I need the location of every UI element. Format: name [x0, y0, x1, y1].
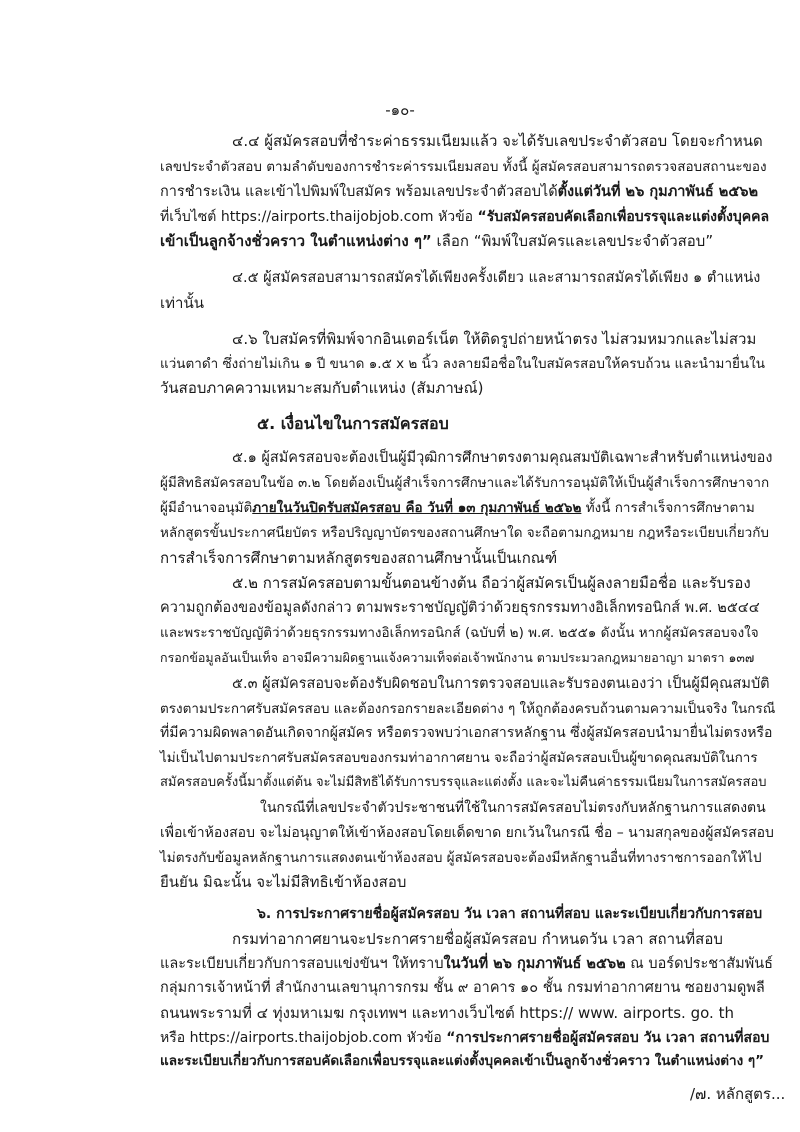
para-6-line-3: กลุ่มการเจ้าหน้าที่ สำนักงานเลขานุการกรม ชั้น ๙ อาคาร ๑๐ ชั้น กรมท่าอากาศยาน ซอยงามดูพลี [160, 980, 765, 997]
para-5-1-line-2: ผู้มีสิทธิสมัครสอบในข้อ ๓.๒ โดยต้องเป็นผู้สำเร็จการศึกษาและได้รับการอนุมัติให้เป็นผู้สำเร็จการศึกษาจาก [160, 475, 770, 491]
para-5-3-line-3: ที่มีความผิดพลาดอันเกิดจากผู้สมัคร หรือตรวจพบว่าเอกสารหลักฐาน ซึ่งผู้สมัครสอบนำมายื่นไม่ตรงหรือ [160, 725, 773, 742]
para-4-6-line-1: ๔.๖ ใบสมัครที่พิมพ์จากอินเตอร์เน็ต ให้ติดรูปถ่ายหน้าตรง ไม่สวมหมวกและไม่สวม [232, 329, 757, 348]
para-5-1-line-3: ผู้มีอำนาจอนุมัติภายในวันปิดรับสมัครสอบ คือ วันที่ ๑๓ กุมภาพันธ์ ๒๕๖๒ ทั้งนี้ การสำเร็จการศึกษาตาม [160, 499, 755, 516]
para-4-5-line-2: เท่านั้น [160, 293, 204, 312]
section-5-heading: ๕. เงื่อนไขในการสมัครสอบ [257, 413, 449, 433]
para-6-line-5: หรือ https://airports.thaijobjob.com หัวข้อ “การประกาศรายชื่อผู้สมัครสอบ วัน เวลา สถานที่สอบ [160, 1030, 770, 1047]
footer-continuation: /๗. หลักสูตร... [690, 1085, 786, 1103]
para-5-3-line-8: ไม่ตรงกับข้อมูลหลักฐานการแสดงตนเข้าห้องสอบ ผู้สมัครสอบจะต้องมีหลักฐานอื่นที่ทางราชการออกให้ไป [160, 849, 762, 866]
para-4-4-line-5: เข้าเป็นลูกจ้างชั่วคราว ในตำแหน่งต่าง ๆ” เลือก “พิมพ์ใบสมัครและเลขประจำตัวสอบ” [160, 232, 714, 251]
para-4-4-line-3: การชำระเงิน และเข้าไปพิมพ์ใบสมัคร พร้อมเลขประจำตัวสอบได้ตั้งแต่วันที่ ๒๖ กุมภาพันธ์ ๒๕๖๒ [160, 183, 759, 200]
para-6-line-6: และระเบียบเกี่ยวกับการสอบคัดเลือกเพื่อบรรจุและแต่งตั้งบุคคลเข้าเป็นลูกจ้างชั่วคราว ในตำแหน่งต่าง ๆ” [160, 1053, 765, 1069]
para-5-3-line-4: ไม่เป็นไปตามประกาศรับสมัครสอบของกรมท่าอากาศยาน จะถือว่าผู้สมัครสอบเป็นผู้ขาดคุณสมบัติในการ [160, 750, 758, 767]
para-4-5-line-1: ๔.๕ ผู้สมัครสอบสามารถสมัครได้เพียงครั้งเดียว และสามารถสมัครได้เพียง ๑ ตำแหน่ง [232, 269, 761, 286]
para-5-1-line-4: หลักสูตรขั้นประกาศนียบัตร หรือปริญญาบัตรของสถานศึกษาใด จะถือตามกฎหมาย กฎหรือระเบียบเกี่ยวกับ [160, 524, 769, 541]
para-4-4-line-4: ที่เว็บไซต์ https://airports.thaijobjob.com หัวข้อ “รับสมัครสอบคัดเลือกเพื่อบรรจุและแต่งตั้งบุคคล [160, 208, 770, 225]
para-5-3-line-7: เพื่อเข้าห้องสอบ จะไม่อนุญาตให้เข้าห้องสอบโดยเด็ดขาด ยกเว้นในกรณี ชื่อ – นามสกุลของผู้สมัครสอบ [160, 824, 774, 841]
page-number: -๑๐- [385, 101, 415, 119]
para-5-2-line-3: และพระราชบัญญัติว่าด้วยธุรกรรมทางอิเล็กทรอนิกส์ (ฉบับที่ ๒) พ.ศ. ๒๕๕๑ ดังนั้น หากผู้สมัครสอบจงใจ [160, 625, 759, 641]
para-5-3-line-1: ๕.๓ ผู้สมัครสอบจะต้องรับผิดชอบในการตรวจสอบและรับรองตนเองว่า เป็นผู้มีคุณสมบัติ [232, 675, 770, 692]
para-4-6-line-2: แว่นตาดำ ซึ่งถ่ายไม่เกิน ๑ ปี ขนาด ๑.๕ x ๒ นิ้ว ลงลายมือชื่อในใบสมัครสอบให้ครบถ้วน และนำมายื่นใน [160, 355, 765, 372]
para-5-1-line-5: การสำเร็จการศึกษาตามหลักสูตรของสถานศึกษานั้นเป็นเกณฑ์ [160, 548, 558, 567]
para-5-1-line-1: ๕.๑ ผู้สมัครสอบจะต้องเป็นผู้มีวุฒิการศึกษาตรงตามคุณสมบัติเฉพาะสำหรับตำแหน่งของ [232, 450, 773, 467]
para-5-2-line-4: กรอกข้อมูลอันเป็นเท็จ อาจมีความผิดฐานแจ้งความเท็จต่อเจ้าพนักงาน ตามประมวลกฎหมายอาญา มาตรา ๑๓๗ [160, 649, 755, 665]
para-5-2-line-2: ความถูกต้องของข้อมูลดังกล่าว ตามพระราชบัญญัติว่าด้วยธุรกรรมทางอิเล็กทรอนิกส์ พ.ศ. ๒๕๔๔ [160, 600, 760, 617]
para-6-date: ในวันที่ ๒๖ กุมภาพันธ์ ๒๕๖๒ [443, 955, 626, 972]
para-5-3-line-5: สมัครสอบครั้งนี้มาตั้งแต่ต้น จะไม่มีสิทธิได้รับการบรรจุและแต่งตั้ง และจะไม่คืนค่าธรรมเนียมในการสมัครสอบ [160, 775, 767, 790]
para-5-3-line-9: ยืนยัน มิฉะนั้น จะไม่มีสิทธิเข้าห้องสอบ [160, 873, 407, 892]
para-6-line-1: กรมท่าอากาศยานจะประกาศรายชื่อผู้สมัครสอบ กำหนดวัน เวลา สถานที่สอบ [232, 929, 723, 948]
para-5-1-deadline: ภายในวันปิดรับสมัครสอบ คือ วันที่ ๑๓ กุมภาพันธ์ ๒๕๖๒ [252, 499, 582, 516]
para-4-4-line-1: ๔.๔ ผู้สมัครสอบที่ชำระค่าธรรมเนียมแล้ว จะได้รับเลขประจำตัวสอบ โดยจะกำหนด [232, 132, 763, 150]
para-5-3-line-6: ในกรณีที่เลขประจำตัวประชาชนที่ใช้ในการสมัครสอบไม่ตรงกับหลักฐานการแสดงตน [260, 799, 766, 816]
section-6-heading: ๖. การประกาศรายชื่อผู้สมัครสอบ วัน เวลา สถานที่สอบ และระเบียบเกี่ยวกับการสอบ [257, 905, 763, 922]
para-4-4-menu: “พิมพ์ใบสมัครและเลขประจำตัวสอบ” [473, 232, 714, 251]
para-4-4-date: ตั้งแต่วันที่ ๒๖ กุมภาพันธ์ ๒๕๖๒ [557, 183, 759, 200]
para-6-line-2: และระเบียบเกี่ยวกับการสอบแข่งขันฯ ให้ทราบในวันที่ ๒๖ กุมภาพันธ์ ๒๕๖๒ ณ บอร์ดประชาสัมพันธ์ [160, 955, 773, 972]
para-5-3-line-2: ตรงตามประกาศรับสมัครสอบ และต้องกรอกรายละเอียดต่าง ๆ ให้ถูกต้องครบถ้วนตามความเป็นจริง ในกรณี [160, 700, 776, 717]
para-6-line-4: ถนนพระรามที่ ๔ ทุ่งมหาเมฆ กรุงเทพฯ และทางเว็บไซต์ https:// www. airports. go. th [160, 1004, 734, 1023]
para-5-2-line-1: ๕.๒ การสมัครสอบตามขั้นตอนข้างต้น ถือว่าผู้สมัครเป็นผู้ลงลายมือชื่อ และรับรอง [232, 574, 751, 593]
para-6-topic: “การประกาศรายชื่อผู้สมัครสอบ วัน เวลา สถานที่สอบ [446, 1030, 770, 1047]
para-4-4-line-2: เลขประจำตัวสอบ ตามลำดับของการชำระค่ารรมเนียมสอบ ทั้งนี้ ผู้สมัครสอบสามารถตรวจสอบสถานะของ [160, 158, 767, 175]
para-4-4-topic: “รับสมัครสอบคัดเลือกเพื่อบรรจุและแต่งตั้งบุคคล [477, 208, 770, 225]
para-4-6-line-3: วันสอบภาคความเหมาะสมกับตำแหน่ง (สัมภาษณ์) [160, 379, 484, 398]
